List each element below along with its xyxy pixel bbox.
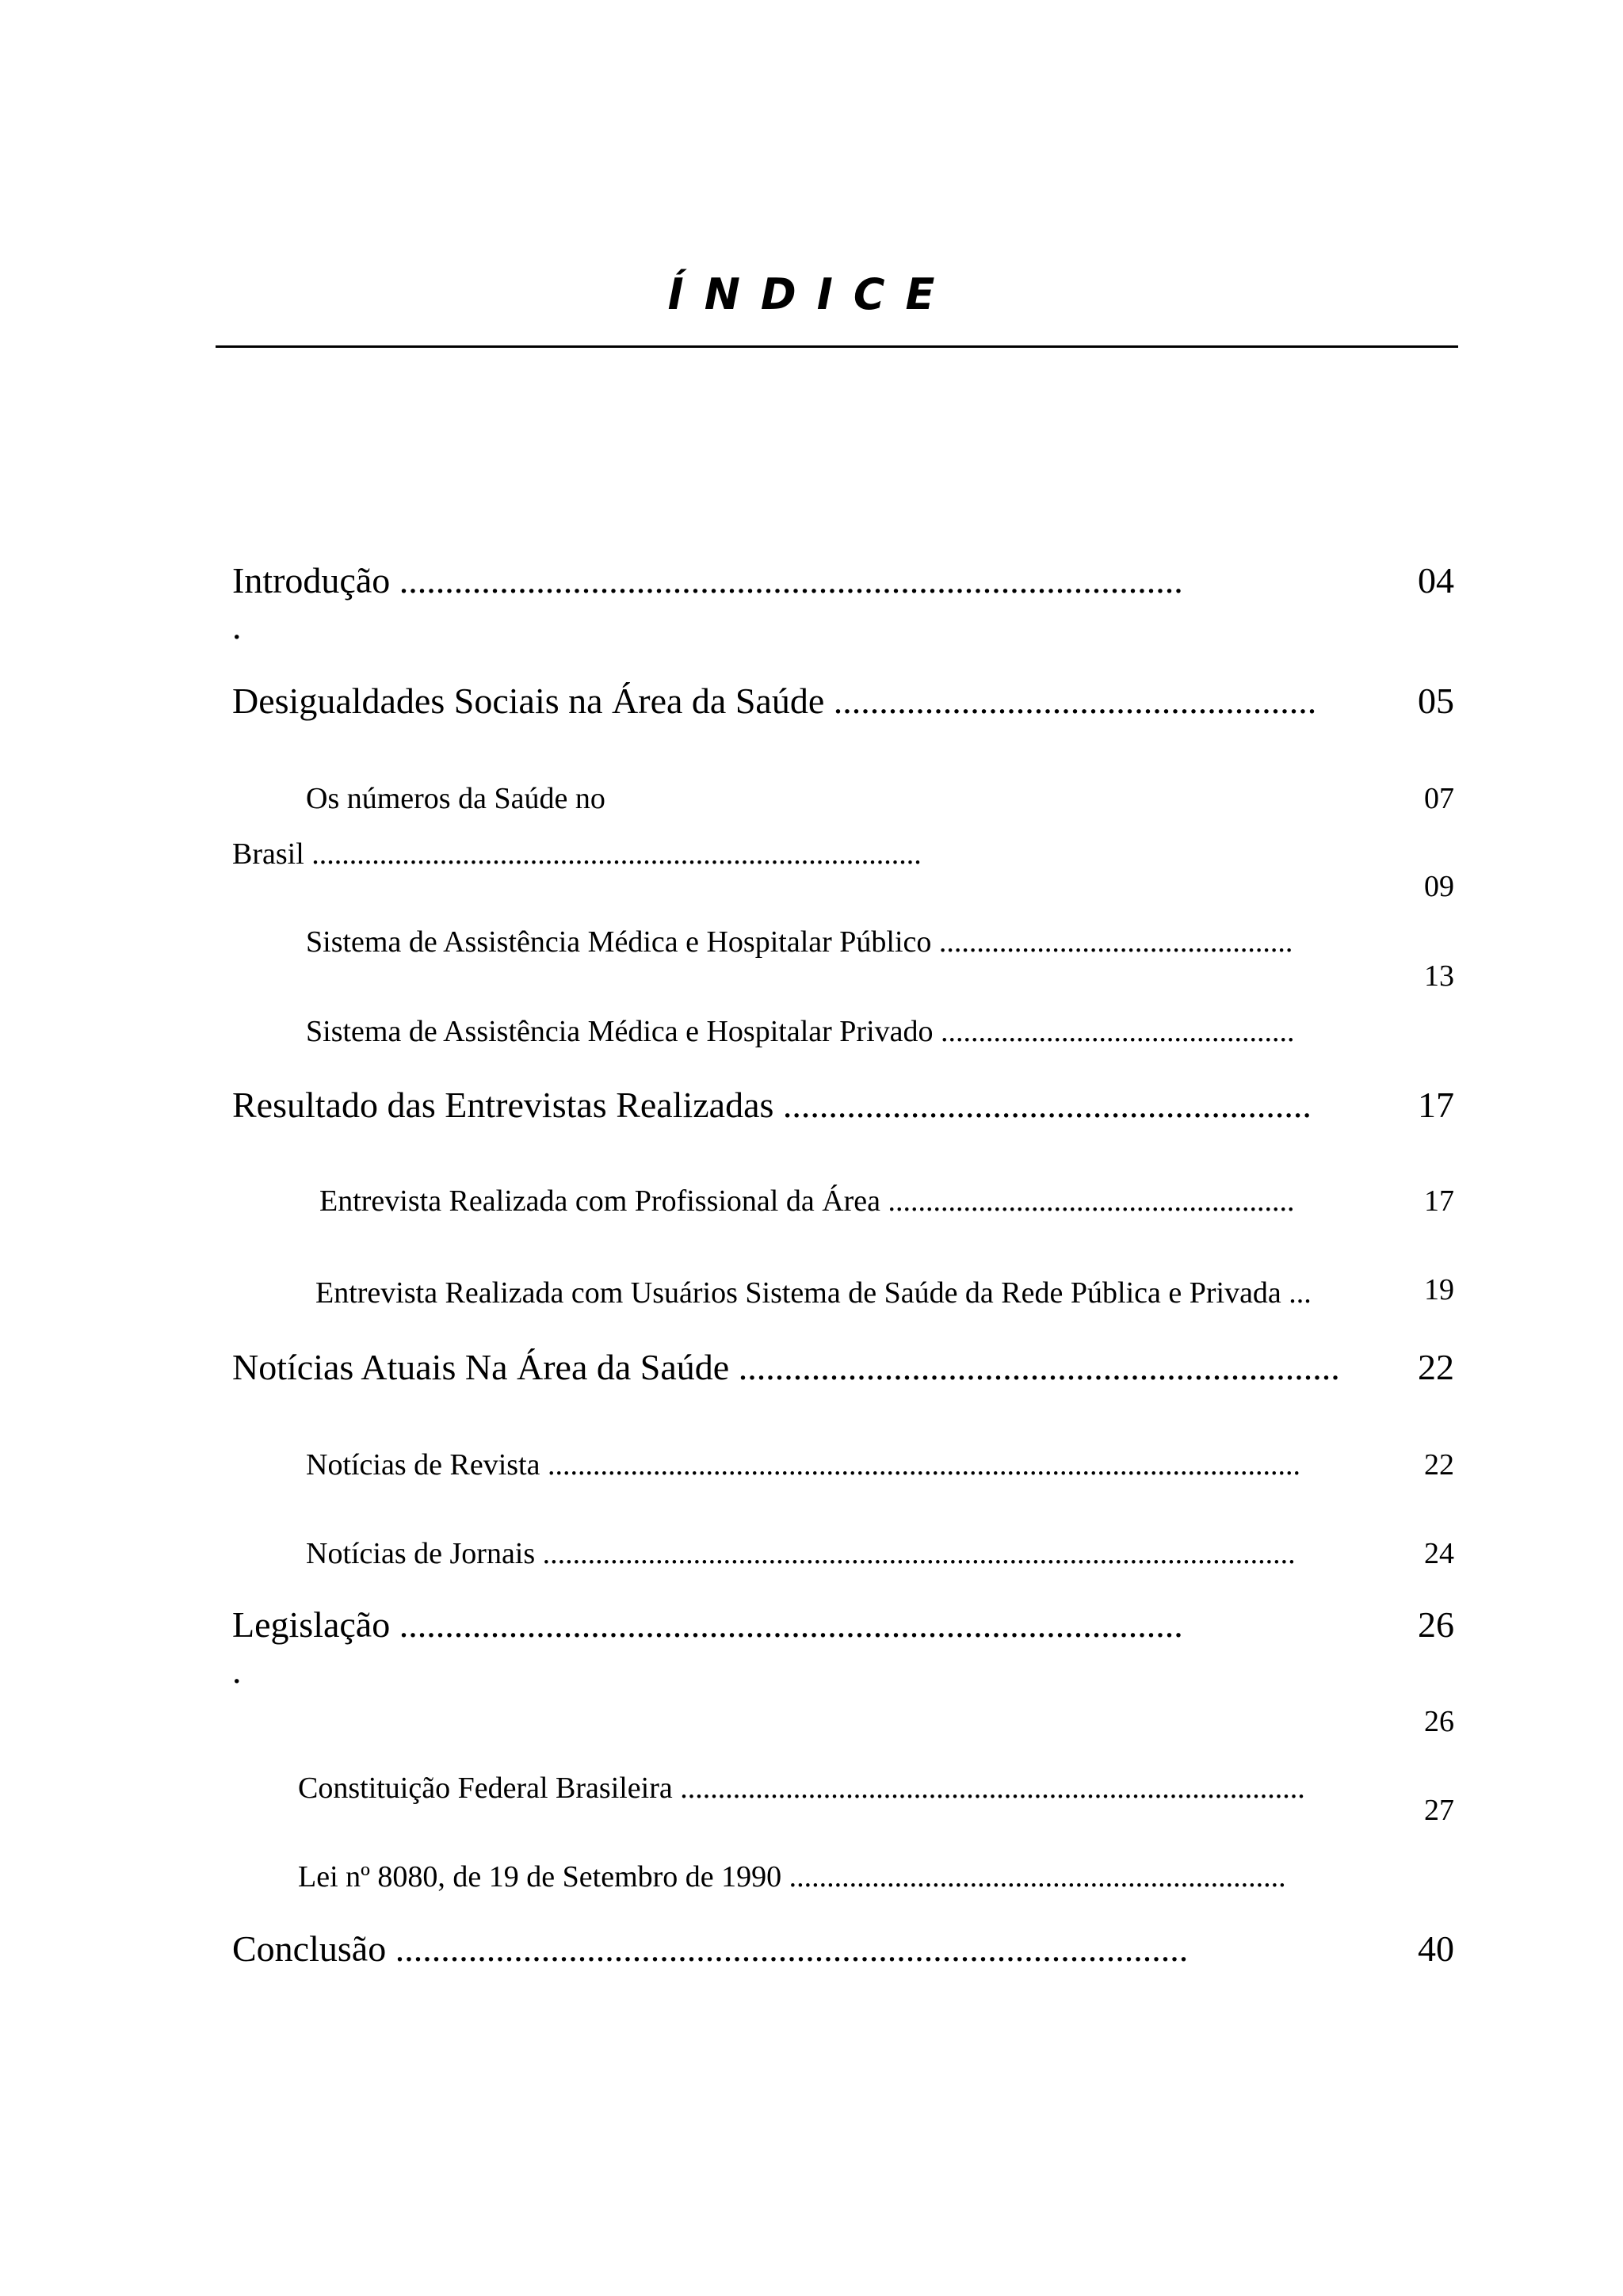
stray-dot: .: [232, 1650, 242, 1691]
toc-entry-brasil[interactable]: Brasil .................................................................................: [232, 837, 922, 871]
toc-page-noticias-atuais: 22: [1418, 1347, 1454, 1387]
toc-entry-sistema-publico[interactable]: Sistema de Assistência Médica e Hospitalar Público ...............................................: [306, 925, 1293, 959]
toc-page-noticias-jornais: 24: [1424, 1537, 1454, 1570]
stray-dot: .: [232, 606, 242, 646]
toc-entry-noticias-revista[interactable]: Notícias de Revista ....................................................................................................: [306, 1448, 1300, 1482]
page-title: ÍNDICE: [667, 269, 956, 319]
toc-page-resultado-entrevistas: 17: [1418, 1085, 1454, 1125]
toc-entry-sistema-privado[interactable]: Sistema de Assistência Médica e Hospitalar Privado ...............................................: [306, 1015, 1295, 1048]
toc-page-brasil: 09: [1424, 870, 1454, 903]
toc-page-desigualdades: 05: [1418, 681, 1454, 721]
title-underline: [216, 345, 1458, 348]
toc-entry-lei-8080[interactable]: Lei nº 8080, de 19 de Setembro de 1990 ..................................................................: [298, 1860, 1286, 1894]
toc-page-entrevista-usuarios: 19: [1424, 1273, 1454, 1306]
toc-page-legislacao: 26: [1418, 1604, 1454, 1645]
toc-page-numeros-saude: 07: [1424, 782, 1454, 815]
toc-page-entrevista-profissional: 17: [1424, 1184, 1454, 1218]
toc-entry-noticias-atuais[interactable]: Notícias Atuais Na Área da Saúde ..................................................................: [232, 1347, 1340, 1387]
toc-entry-resultado-entrevistas[interactable]: Resultado das Entrevistas Realizadas ..........................................................: [232, 1085, 1312, 1125]
toc-page-constituicao: 26: [1424, 1705, 1454, 1738]
toc-entry-numeros-saude[interactable]: Os números da Saúde no: [306, 782, 605, 815]
toc-page-conclusao: 40: [1418, 1928, 1454, 1969]
toc-entry-constituicao[interactable]: Constituição Federal Brasileira ...................................................................................: [298, 1772, 1305, 1805]
toc-page-lei-8080: 27: [1424, 1794, 1454, 1827]
toc-entry-noticias-jornais[interactable]: Notícias de Jornais ....................................................................................................: [306, 1537, 1296, 1570]
toc-entry-legislacao[interactable]: Legislação ......................................................................................: [232, 1604, 1183, 1645]
toc-entry-introducao[interactable]: Introdução ......................................................................................: [232, 560, 1183, 601]
toc-page-introducao: 04: [1418, 560, 1454, 601]
toc-page-noticias-revista: 22: [1424, 1448, 1454, 1482]
toc-entry-entrevista-usuarios[interactable]: Entrevista Realizada com Usuários Sistema de Saúde da Rede Pública e Privada ...: [315, 1276, 1312, 1310]
toc-entry-conclusao[interactable]: Conclusão .......................................................................................: [232, 1928, 1189, 1969]
toc-page-sistema-publico: 13: [1424, 959, 1454, 993]
toc-entry-entrevista-profissional[interactable]: Entrevista Realizada com Profissional da Área ......................................................: [319, 1184, 1295, 1218]
toc-entry-desigualdades[interactable]: Desigualdades Sociais na Área da Saúde .....................................................: [232, 681, 1317, 721]
